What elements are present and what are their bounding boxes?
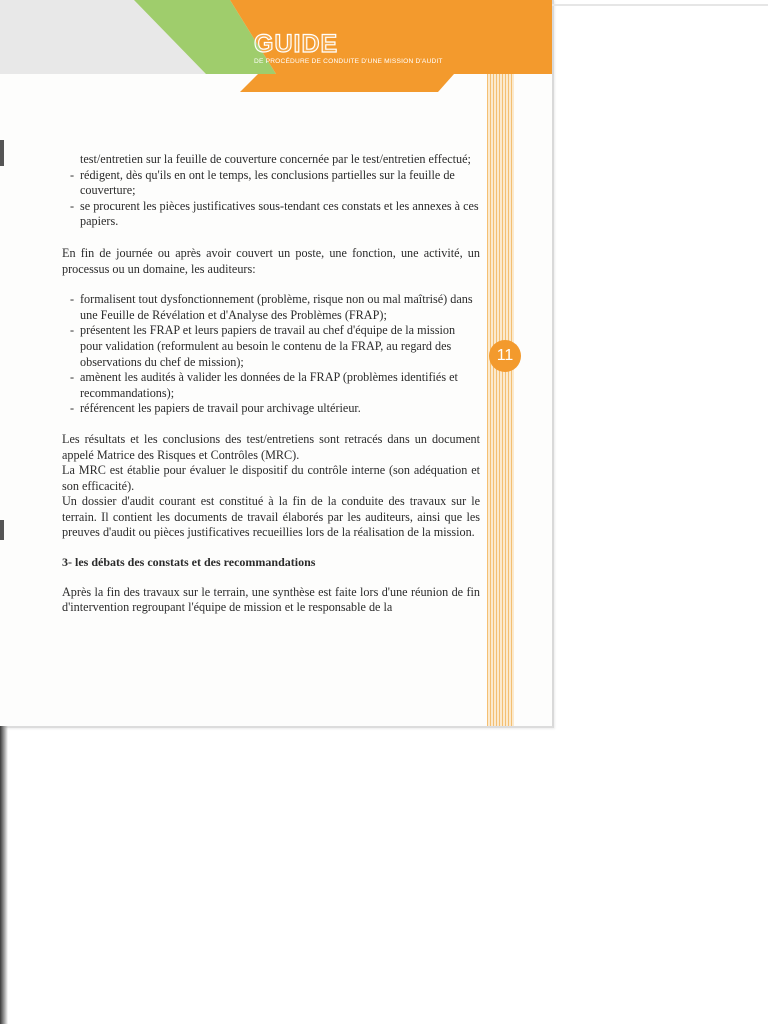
list-item: - amènent les audités à valider les données de la FRAP (problèmes identifiés et recommandations); (70, 370, 458, 400)
paragraph-audit-file: Un dossier d'audit courant est constitué à la fin de la conduite des travaux sur le terrain. Il contient les documents de travail élaborés par les auditeurs, ainsi que les preuves d'audit ou pièces justificatives recueillies lors de la réalisation de la mission. (62, 494, 480, 540)
body-text (62, 152, 480, 616)
list-item: - référencent les papiers de travail pour archivage ultérieur. (70, 401, 361, 416)
intro-bullet-list (62, 168, 480, 230)
binding-mark (0, 140, 4, 166)
binding-mark (0, 520, 4, 540)
binding-shadow (0, 726, 8, 1024)
page-header (0, 0, 552, 92)
list-item: - formalisent tout dysfonctionnement (problème, risque non ou mal maîtrisé) dans une Feuille de Révélation et d'Analyse des Problèmes (FRAP); (70, 292, 473, 322)
list-item: - rédigent, dès qu'ils en ont le temps, les conclusions partielles sur la feuille de couverture; (70, 167, 455, 198)
auditor-bullet-list (62, 292, 480, 417)
list-item: - présentent les FRAP et leurs papiers de travail au chef d'équipe de la mission pour validation (reformulent au besoin le contenu de la FRAP, au regard des observations du chef de mission); (70, 323, 456, 369)
section-heading: 3- les débats des constats et des recommandations (62, 555, 316, 570)
guide-title: GUIDE (254, 30, 339, 58)
paragraph-synthesis: Après la fin des travaux sur le terrain, une synthèse est faite lors d'une réunion de fin d'intervention regroupant l'équipe de mission et le responsable de la (62, 584, 480, 615)
page-edge-line (552, 4, 768, 6)
guide-subtitle: DE PROCÉDURE DE CONDUITE D'UNE MISSION D'AUDIT (254, 58, 443, 65)
intro-continuation: test/entretien sur la feuille de couverture concernée par le test/entretien effectué; (80, 152, 471, 166)
paragraph-results: Les résultats et les conclusions des test/entretiens sont retracés dans un document appelé Matrice des Risques et Contrôles (MRC). (62, 431, 480, 462)
decorative-stripe-column (487, 74, 514, 726)
list-item: - se procurent les pièces justificatives sous-tendant ces constats et les annexes à ces papiers. (70, 198, 479, 229)
page-number-badge: 11 (489, 340, 521, 372)
paragraph-mrc: La MRC est établie pour évaluer le dispositif du contrôle interne (son adéquation et son efficacité). (62, 463, 480, 493)
paragraph-end-of-day: En fin de journée ou après avoir couvert un poste, une fonction, une activité, un processus ou un domaine, les auditeurs: (62, 245, 480, 276)
